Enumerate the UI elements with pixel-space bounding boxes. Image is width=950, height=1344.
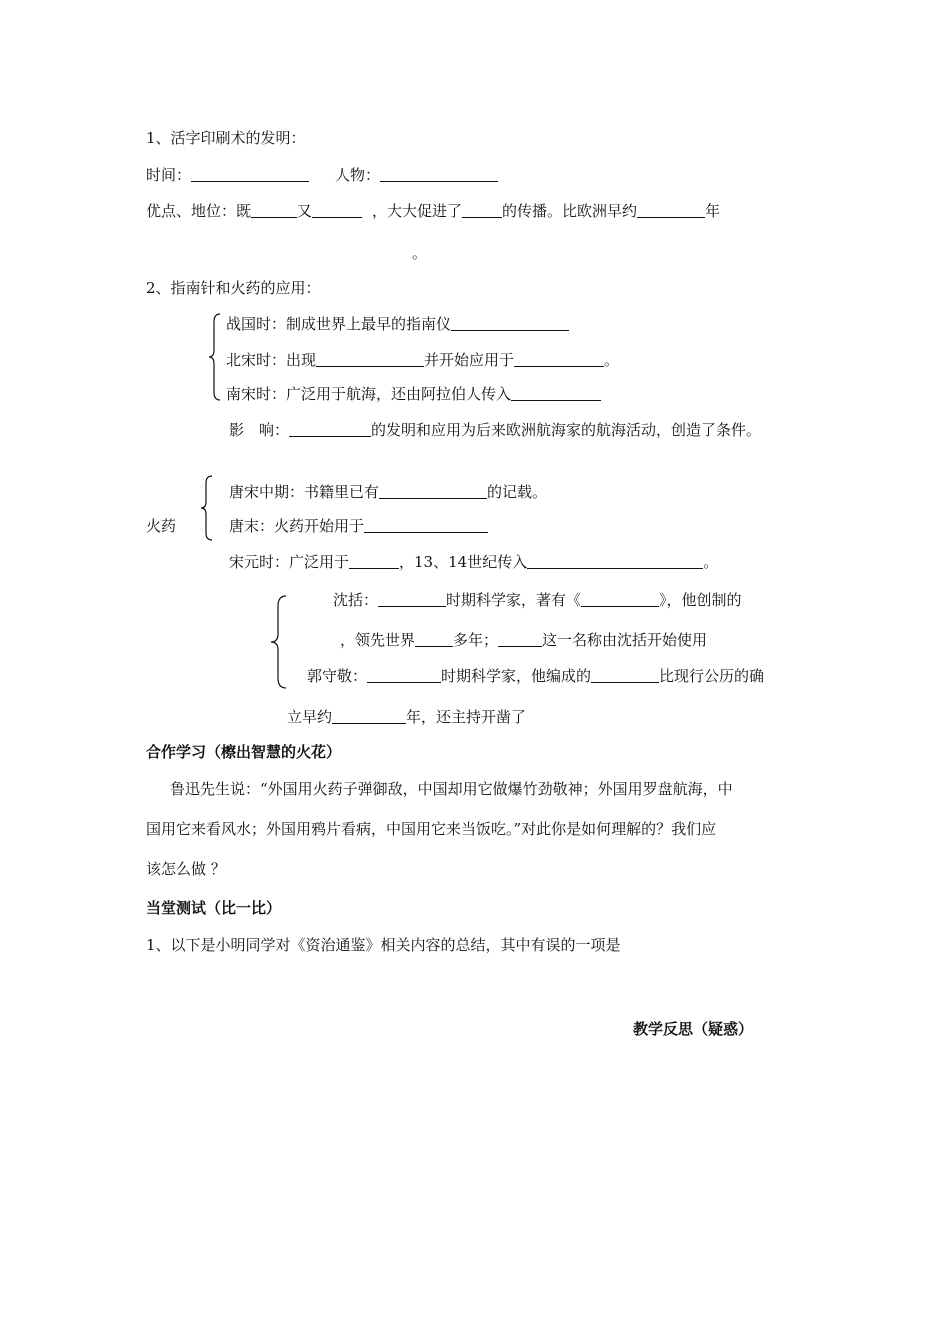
time-blank[interactable] — [191, 167, 309, 182]
compass-northern-song — [226, 350, 619, 370]
southern-song-text: 南宋时：广泛用于航海，还由阿拉伯人传入 — [226, 385, 512, 403]
section-2-title: 2、指南针和火药的应用： — [146, 279, 321, 297]
compass-blank-2[interactable] — [316, 352, 424, 367]
song-yuan-text-a: 宋元时：广泛用于 — [229, 553, 350, 571]
reflection-heading: 教学反思（疑惑） — [633, 1020, 754, 1038]
guo-text-c: 比现行公历的确 — [659, 667, 765, 685]
merit-blank-3[interactable] — [462, 203, 502, 218]
merit-text-b: 又 — [297, 202, 313, 220]
guo-shoujing-row-2 — [287, 707, 526, 727]
gunpowder-blank-1[interactable] — [379, 484, 487, 499]
guo2-text-a: 立早约 — [287, 708, 333, 726]
shen2-text-c: 这一名称由沈括开始使用 — [542, 631, 708, 649]
shen-kuo-row-2 — [340, 630, 707, 650]
gunpowder-song-yuan — [229, 552, 718, 572]
shen2-text-a: ，领先世界 — [340, 631, 416, 649]
merit-end-mark: 。 — [412, 244, 428, 262]
shen-text-c: 》，他创制的 — [659, 591, 742, 609]
merit-text-c: ，大大促进了 — [372, 202, 463, 220]
merit-blank-1[interactable] — [251, 203, 297, 218]
coop-paragraph-line-3: 该怎么做 ？ — [146, 860, 226, 878]
late-tang-text: 唐末：火药开始用于 — [229, 517, 365, 535]
shen-kuo-label: 沈括： — [333, 591, 379, 609]
merit-text-d: 的传播。比欧洲早约 — [502, 202, 638, 220]
guo-blank-2[interactable] — [591, 668, 659, 683]
guo-blank-3[interactable] — [332, 709, 406, 724]
tang-song-text-a: 唐宋中期：书籍里已有 — [229, 483, 380, 501]
section-1-title: 1、活字印刷术的发明： — [146, 129, 306, 147]
coop-heading: 合作学习（檫出智慧的火花） — [146, 743, 342, 761]
time-label: 时间： — [146, 166, 192, 184]
shen2-text-b: 多年； — [453, 631, 499, 649]
merit-text-e: 年 — [705, 202, 721, 220]
compass-blank-4[interactable] — [511, 386, 601, 401]
gunpowder-blank-3[interactable] — [349, 554, 399, 569]
person-label: 人物： — [335, 166, 381, 184]
compass-blank-1[interactable] — [451, 316, 569, 331]
guo2-text-b: 年，还主持开凿了 — [406, 708, 527, 726]
test-question-1: 1、以下是小明同学对《资治通鉴》相关内容的总结，其中有误的一项是 — [146, 936, 621, 954]
merit-text-a: 优点、地位：既 — [146, 202, 252, 220]
shen-text-b: 时期科学家，著有《 — [446, 591, 582, 609]
compass-warring-states — [226, 314, 569, 334]
shen-blank-3[interactable] — [415, 632, 453, 647]
gunpowder-tang-song — [229, 482, 547, 502]
gunpowder-blank-4[interactable] — [527, 554, 703, 569]
compass-southern-song — [226, 384, 601, 404]
person-blank[interactable] — [380, 167, 498, 182]
coop-paragraph-line-2: 国用它来看风水；外国用鸦片看病，中国用它来当饭吃。”对此你是如何理解的？我们应 — [146, 820, 717, 838]
compass-impact — [229, 420, 761, 440]
gunpowder-brace — [200, 474, 214, 542]
coop-paragraph-line-1: 鲁迅先生说：“外国用火药子弹御敌，中国却用它做爆竹劲敬神；外国用罗盘航海，中 — [170, 780, 733, 798]
compass-blank-3[interactable] — [514, 352, 604, 367]
gunpowder-label: 火药 — [146, 517, 177, 535]
impact-text: 的发明和应用为后来欧洲航海家的航海活动，创造了条件。 — [371, 421, 762, 439]
tang-song-text-b: 的记载。 — [487, 483, 548, 501]
guo-shoujing-label: 郭守敬： — [307, 667, 368, 685]
gunpowder-late-tang — [229, 516, 488, 536]
shen-blank-4[interactable] — [498, 632, 542, 647]
gunpowder-blank-2[interactable] — [364, 518, 488, 533]
shen-blank-1[interactable] — [378, 592, 446, 607]
warring-states-text: 战国时：制成世界上最早的指南仪 — [226, 315, 452, 333]
test-heading: 当堂测试（比一比） — [146, 899, 282, 917]
shen-blank-2[interactable] — [581, 592, 659, 607]
time-person-row — [146, 165, 498, 185]
merit-blank-2[interactable] — [312, 203, 362, 218]
merit-blank-4[interactable] — [637, 203, 705, 218]
compass-brace — [208, 312, 222, 402]
guo-shoujing-row-1 — [307, 666, 764, 686]
shen-kuo-row-1 — [333, 590, 742, 610]
song-yuan-text-b: ，13、14世纪传入 — [399, 553, 528, 571]
guo-blank-1[interactable] — [367, 668, 441, 683]
scientists-brace — [270, 594, 288, 690]
merit-row — [146, 201, 720, 221]
northern-song-text-b: 并开始应用于 — [424, 351, 515, 369]
northern-song-text-c: 。 — [604, 351, 620, 369]
song-yuan-text-c: 。 — [703, 553, 719, 571]
guo-text-b: 时期科学家，他编成的 — [441, 667, 592, 685]
impact-blank[interactable] — [289, 422, 371, 437]
northern-song-text-a: 北宋时：出现 — [226, 351, 317, 369]
impact-label: 影 响： — [229, 421, 290, 439]
